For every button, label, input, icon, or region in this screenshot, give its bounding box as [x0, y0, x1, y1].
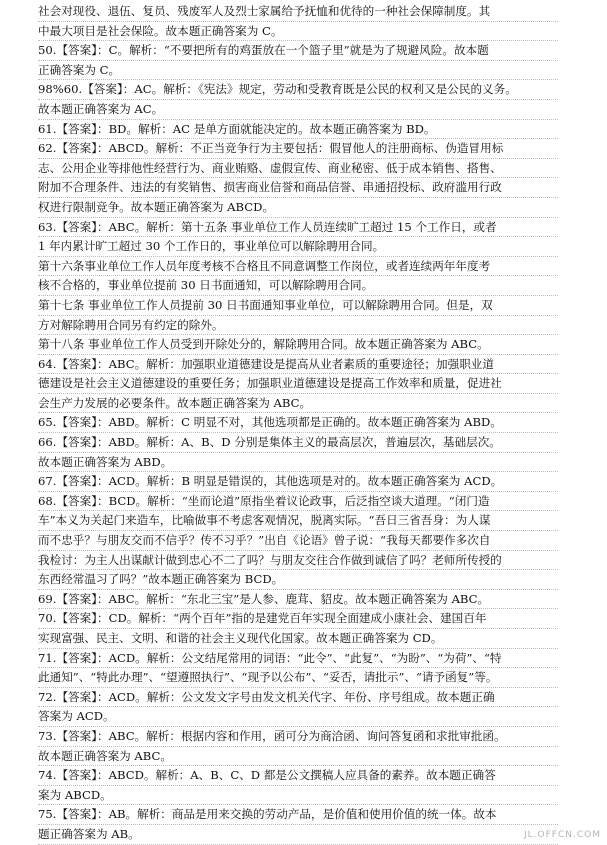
text-line: 73.【答案】：ABC。解析：根据内容和作用，函可分为商洽函、询问答复函和求批审批函。: [38, 728, 506, 743]
text-line: 70.【答案】：CD。解析：“两个百年”指的是建党百年实现全面建成小康社会、建国百年: [38, 611, 487, 626]
text-line: 63.【答案】：ABC。解析：第十五条 事业单位工作人员连续旷工超过 15 个工作日，或者: [38, 219, 497, 234]
text-line: 正确答案为 C。: [38, 62, 121, 77]
text-lines: [38, 2, 558, 845]
text-line: 69.【答案】：ABC。解析：“东北三宝”是人参、鹿茸、貂皮。故本题正确答案为 ABC。: [38, 591, 490, 606]
text-line: 71.【答案】：ACD。解析：公文结尾常用的词语：“此令”、“此复”、“为盼”、“为荷”、“特: [38, 650, 502, 665]
text-line: 我检讨：为主人出谋献计做到忠心不二了吗？与朋友交往合作做到诚信了吗？老师所传授的: [38, 552, 502, 567]
text-line: 故本题正确答案为 ABC。: [38, 748, 173, 763]
text-line: 核不合格的，事业单位提前 30 日书面通知，可以解除聘用合同。: [38, 278, 374, 293]
text-line: 98%60.【答案】：AC。解析：《宪法》规定，劳动和受教育既是公民的权利又是公民的义务。: [38, 82, 517, 97]
text-line: 75.【答案】：AB。解析：商品是用来交换的劳动产品，是价值和使用价值的统一体。故本: [38, 807, 497, 822]
text-line: 中最大项目是社会保险。故本题正确答案为 C。: [38, 23, 283, 38]
document-body: [38, 2, 558, 845]
text-line: 第十六条事业单位工作人员年度考核不合格且不同意调整工作岗位，或者连续两年年度考: [38, 258, 491, 273]
text-line: 65.【答案】：ABD。解析：C 明显不对，其他选项都是正确的。故本题正确答案为 ABD。: [38, 415, 502, 430]
text-line: 故本题正确答案为 AC。: [38, 101, 164, 116]
text-line: 第十七条 事业单位工作人员提前 30 日书面通知事业单位，可以解除聘用合同。但是，双: [38, 297, 493, 312]
text-line: 此通知”、“特此办理”、“望遵照执行”、“现予以公布”、“妥否，请批示”、“请予函复”等。: [38, 670, 498, 685]
text-line: 权进行限制竞争。故本题正确答案为 ABCD。: [38, 199, 275, 214]
text-line: 会生产力发展的必要条件。故本题正确答案为 ABC。: [38, 395, 312, 410]
text-line: 题正确答案为 AB。: [38, 826, 140, 841]
text-line: 实现富强、民主、文明、和谐的社会主义现代化国家。故本题正确答案为 CD。: [38, 631, 443, 645]
text-line: 50.【答案】：C。解析：“不要把所有的鸡蛋放在一个篮子里”就是为了规避风险。故本题: [38, 43, 489, 58]
text-line: 故本题正确答案为 ABD。: [38, 454, 173, 469]
text-line: 社会对现役、退伍、复员、残废军人及烈士家属给予抚恤和优待的一种社会保障制度。其: [38, 4, 491, 18]
text-line: 68.【答案】：BCD。解析：“坐而论道”原指坐着议论政事，后泛指空谈大道理。“闭门造: [38, 493, 490, 508]
text-line: 62.【答案】：ABCD。解析：不正当竞争行为主要包括：假冒他人的注册商标、伪造冒用标: [38, 141, 504, 156]
text-line: 64.【答案】：ABC。解析：加强职业道德建设是提高从业者素质的重要途径；加强职业道: [38, 356, 494, 371]
text-line: 72.【答案】：ACD。解析：公文发文字号由发文机关代字、年份、序号组成。故本题正确: [38, 689, 495, 704]
text-line: 案为 ABCD。: [38, 787, 112, 802]
text-line: 第十八条 事业单位工作人员受到开除处分的，解除聘用合同。故本题正确答案为 ABC。: [38, 337, 489, 352]
text-line: 而不忠乎？与朋友交而不信乎？传不习乎？”出自《论语》曾子说：“我每天都要作多次自: [38, 533, 491, 548]
text-line: 74.【答案】：ABCD。解析：A、B、C、D 都是公文撰稿人应具备的素养。故本题正确答: [38, 768, 496, 783]
text-line: 66.【答案】：ABD。解析：A、B、D 分别是集体主义的最高层次，普遍层次，基础层次。: [38, 435, 501, 450]
text-line: 志、公用企业等排他性经营行为、商业贿赂、虚假宣传、商业秘密、低于成本销售、搭售、: [38, 160, 502, 175]
text-line: 答案为 ACD。: [38, 709, 115, 724]
text-line: 附加不合理条件、违法的有奖销售、损害商业信誉和商品信誉、串通招投标、政府滥用行政: [38, 180, 502, 195]
text-line: 德建设是社会主义道德建设的重要任务；加强职业道德建设是提高工作效率和质量，促进社: [38, 376, 502, 391]
text-line: 方对解除聘用合同另有约定的除外。: [38, 317, 224, 332]
text-line: 61.【答案】：BD。解析：AC 是单方面就能决定的。故本题正确答案为 BD。: [38, 121, 436, 136]
text-line: 车”本义为关起门来造车，比喻做事不考虑客观情况，脱离实际。“吾日三省吾身：为人谋: [38, 513, 491, 528]
text-line: 东西经常温习了吗？”故本题正确答案为 BCD。: [38, 572, 284, 587]
watermark: JL.OFFCN.COM: [524, 830, 601, 840]
text-line: 1 年内累计旷工超过 30 个工作日的，事业单位可以解除聘用合同。: [38, 239, 385, 254]
text-line: 67.【答案】：ACD。解析：B 明显是错误的，其他选项是对的。故本题正确答案为 ACD。: [38, 474, 503, 489]
